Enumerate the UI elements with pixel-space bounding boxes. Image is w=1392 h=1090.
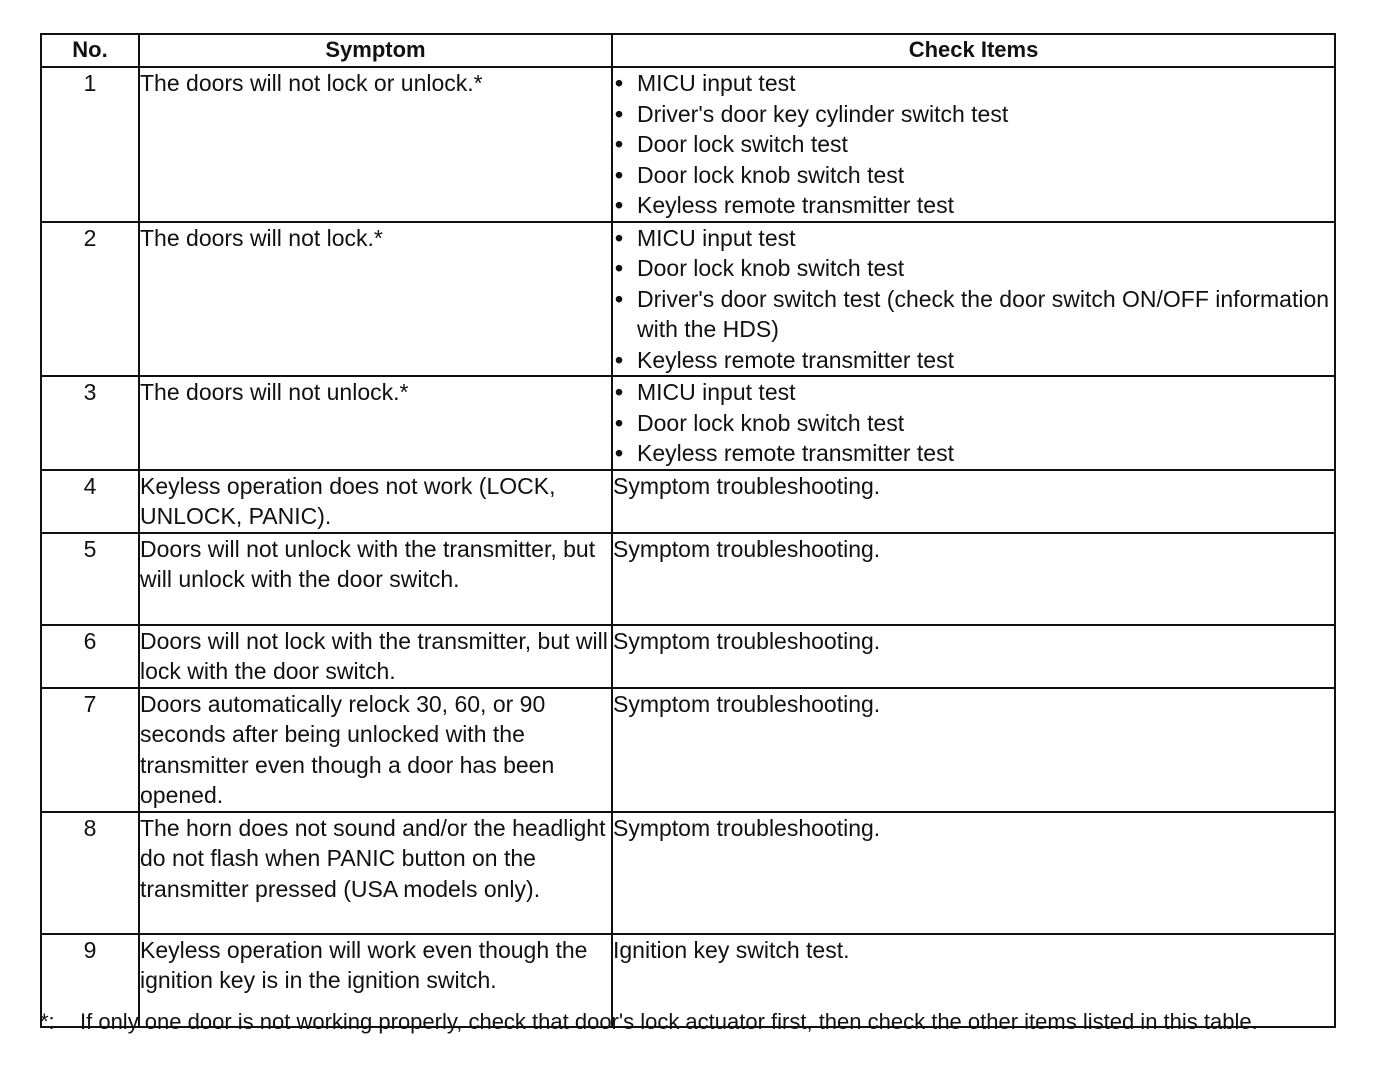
check-item: • Door lock switch test	[613, 129, 1334, 160]
bullet-icon: •	[615, 100, 624, 127]
table-row	[41, 470, 1335, 533]
row-number: 3	[41, 376, 139, 470]
symptom-text: Doors will not lock with the transmitter, but will lock with the door switch.	[139, 625, 612, 688]
header-symptom: Symptom	[139, 34, 612, 67]
bullet-icon: •	[615, 346, 624, 373]
check-item: • Keyless remote transmitter test	[613, 345, 1334, 376]
header-check-items: Check Items	[612, 34, 1335, 67]
row-number: 9	[41, 934, 139, 1027]
check-items-cell	[612, 533, 1335, 625]
symptom-text: The doors will not lock or unlock.*	[139, 67, 612, 222]
bullet-icon: •	[615, 224, 624, 251]
symptom-text: Keyless operation will work even though the ignition key is in the ignition switch.	[139, 934, 612, 1027]
check-note: Symptom troubleshooting.	[613, 690, 881, 717]
bullet-icon: •	[615, 285, 624, 312]
symptom-text: The doors will not unlock.*	[139, 376, 612, 470]
bullet-icon: •	[615, 70, 624, 96]
check-item: • Keyless remote transmitter test	[613, 190, 1334, 221]
row-number: 4	[41, 470, 139, 533]
check-note: Symptom troubleshooting.	[613, 814, 881, 841]
check-item: • Door lock knob switch test	[613, 408, 1334, 439]
row-number: 5	[41, 533, 139, 625]
table-row	[41, 222, 1335, 377]
row-number: 8	[41, 812, 139, 934]
check-items-cell	[612, 222, 1335, 377]
table-row	[41, 688, 1335, 812]
check-items-cell	[612, 470, 1335, 533]
troubleshooting-table	[40, 33, 1336, 1028]
check-note: Symptom troubleshooting.	[613, 472, 881, 499]
check-note: Ignition key switch test.	[613, 936, 850, 963]
symptom-text: Doors automatically relock 30, 60, or 90 seconds after being unlocked with the transmitter even though a door has been opened.	[139, 688, 612, 812]
footnote-text: If only one door is not working properly, check that door's lock actuator first, then check the other items listed in this table.	[80, 1009, 1258, 1034]
check-item: • Door lock knob switch test	[613, 160, 1334, 191]
row-number: 7	[41, 688, 139, 812]
bullet-icon: •	[615, 440, 624, 466]
symptom-text: The horn does not sound and/or the headlight do not flash when PANIC button on the transmitter pressed (USA models only).	[139, 812, 612, 934]
check-items-cell	[612, 67, 1335, 222]
check-item: • MICU input test	[613, 377, 1334, 408]
header-no: No.	[41, 34, 139, 67]
check-note: Symptom troubleshooting.	[613, 535, 881, 562]
table-row	[41, 625, 1335, 688]
check-items-cell	[612, 625, 1335, 688]
check-note: Symptom troubleshooting.	[613, 627, 881, 654]
bullet-icon: •	[615, 409, 624, 436]
row-number: 2	[41, 222, 139, 377]
bullet-icon: •	[615, 192, 624, 218]
check-item: • Driver's door switch test (check the door switch ON/OFF information with the HDS)	[615, 285, 1330, 342]
check-items-cell	[612, 688, 1335, 812]
row-number: 1	[41, 67, 139, 222]
check-item: • Door lock knob switch test	[613, 253, 1334, 284]
table-row	[41, 533, 1335, 625]
check-item: • Keyless remote transmitter test	[613, 438, 1334, 469]
symptom-text: The doors will not lock.*	[139, 222, 612, 377]
bullet-icon: •	[615, 131, 624, 157]
check-item: • MICU input test	[613, 68, 1334, 99]
check-item: • Driver's door key cylinder switch test	[613, 99, 1334, 130]
bullet-icon: •	[615, 379, 624, 405]
bullet-icon: •	[615, 255, 624, 281]
footnote	[40, 1006, 1340, 1037]
symptom-text: Doors will not unlock with the transmitter, but will unlock with the door switch.	[139, 533, 612, 625]
check-items-cell	[612, 812, 1335, 934]
table-row	[41, 67, 1335, 222]
table-header-row	[41, 34, 1335, 67]
table-row	[41, 376, 1335, 470]
check-items-cell	[612, 376, 1335, 470]
check-item: • MICU input test	[613, 223, 1334, 254]
footnote-mark: *:	[40, 1009, 55, 1034]
table-row	[41, 812, 1335, 934]
row-number: 6	[41, 625, 139, 688]
symptom-text: Keyless operation does not work (LOCK, UNLOCK, PANIC).	[139, 470, 612, 533]
bullet-icon: •	[615, 161, 624, 188]
